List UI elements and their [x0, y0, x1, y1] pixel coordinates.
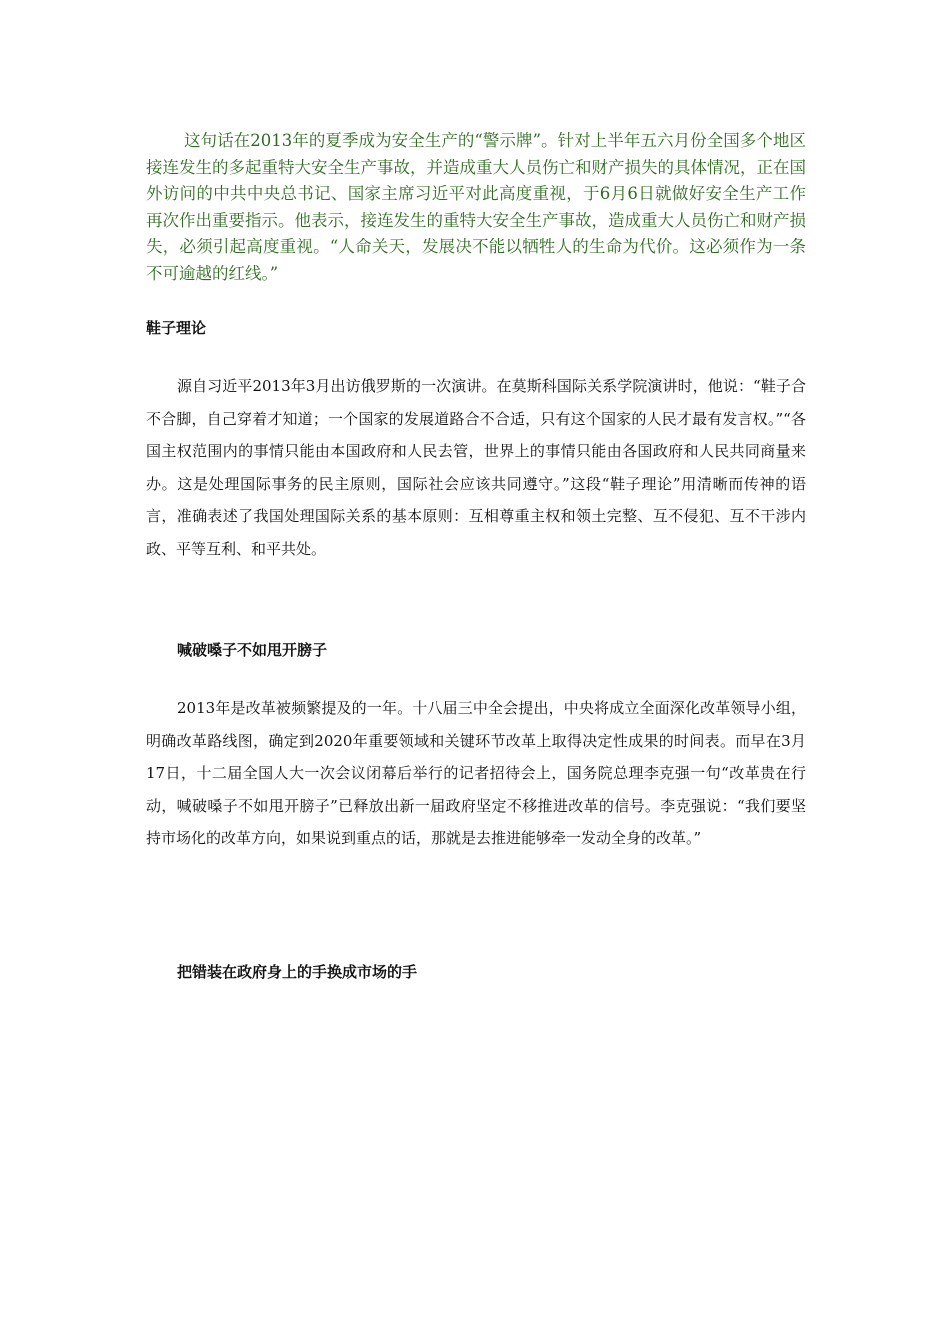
intro-paragraph: 这句话在2013年的夏季成为安全生产的“警示牌”。针对上半年五六月份全国多个地区接连发生的多起重特大安全生产事故，并造成重大人员伤亡和财产损失的具体情况，正在国外访问的中共中央总书记、国家主席习近平对此高度重视，于6月6日就做好安全生产工作再次作出重要指示。他表示，接连发生的重特大安全生产事故，造成重大人员伤亡和财产损失，必须引起高度重视。“人命关天，发展决不能以牺牲人的生命为代价。这必须作为一条不可逾越的红线。” [146, 131, 806, 283]
section-paragraph-reform-action: 2013年是改革被频繁提及的一年。十八届三中全会提出，中央将成立全面深化改革领导小组，明确改革路线图，确定到2020年重要领域和关键环节改革上取得决定性成果的时间表。而早在3月17日，十二届全国人大一次会议闭幕后举行的记者招待会上，国务院总理李克强一句“改革贵在行动，喊破嗓子不如甩开膀子”已释放出新一届政府坚定不移推进改革的信号。李克强说：“我们要坚持市场化的改革方向，如果说到重点的话，那就是去推进能够牵一发动全身的改革。” [146, 699, 806, 847]
section-heading-reform-action: 喊破嗓子不如甩开膀子 [177, 641, 328, 659]
section-paragraph-shoe-theory: 源自习近平2013年3月出访俄罗斯的一次演讲。在莫斯科国际关系学院演讲时，他说：“鞋子合不合脚，自己穿着才知道；一个国家的发展道路合不合适，只有这个国家的人民才最有发言权。”“各国主权范围内的事情只能由本国政府和人民去管，世界上的事情只能由各国政府和人民共同商量来办。这是处理国际事务的民主原则，国际社会应该共同遵守。”这段“鞋子理论”用清晰而传神的语言，准确表述了我国处理国际关系的基本原则：互相尊重主权和领土完整、互不侵犯、互不干涉内政、平等互利、和平共处。 [146, 377, 806, 558]
section-heading-shoe-theory: 鞋子理论 [146, 319, 207, 337]
section-heading-market-hand: 把错装在政府身上的手换成市场的手 [177, 963, 418, 981]
